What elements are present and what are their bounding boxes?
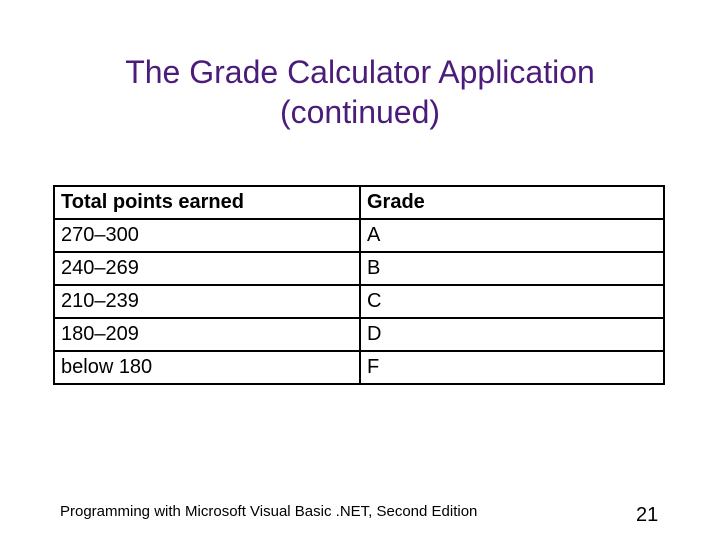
footer-text: Programming with Microsoft Visual Basic .NET, Second Edition: [60, 503, 478, 520]
table-row: [54, 318, 664, 351]
grade-cell: A: [360, 219, 664, 252]
table-row: [54, 252, 664, 285]
header-total-points: Total points earned: [54, 186, 360, 219]
grade-cell: F: [360, 351, 664, 384]
points-cell: 180–209: [54, 318, 360, 351]
points-cell: below 180: [54, 351, 360, 384]
table-row: [54, 285, 664, 318]
grade-cell: B: [360, 252, 664, 285]
slide-title-line-1: The Grade Calculator Application: [125, 54, 595, 90]
slide-title-line-2: (continued): [279, 94, 441, 130]
points-cell: 240–269: [54, 252, 360, 285]
grade-cell: C: [360, 285, 664, 318]
points-cell: 270–300: [54, 219, 360, 252]
table-row: [54, 351, 664, 384]
grade-table: [53, 185, 665, 385]
page-number: 21: [636, 504, 659, 526]
table-row: [54, 219, 664, 252]
table-header-row: [54, 186, 664, 219]
slide-title: [0, 52, 720, 132]
header-grade: Grade: [360, 186, 664, 219]
points-cell: 210–239: [54, 285, 360, 318]
grade-cell: D: [360, 318, 664, 351]
